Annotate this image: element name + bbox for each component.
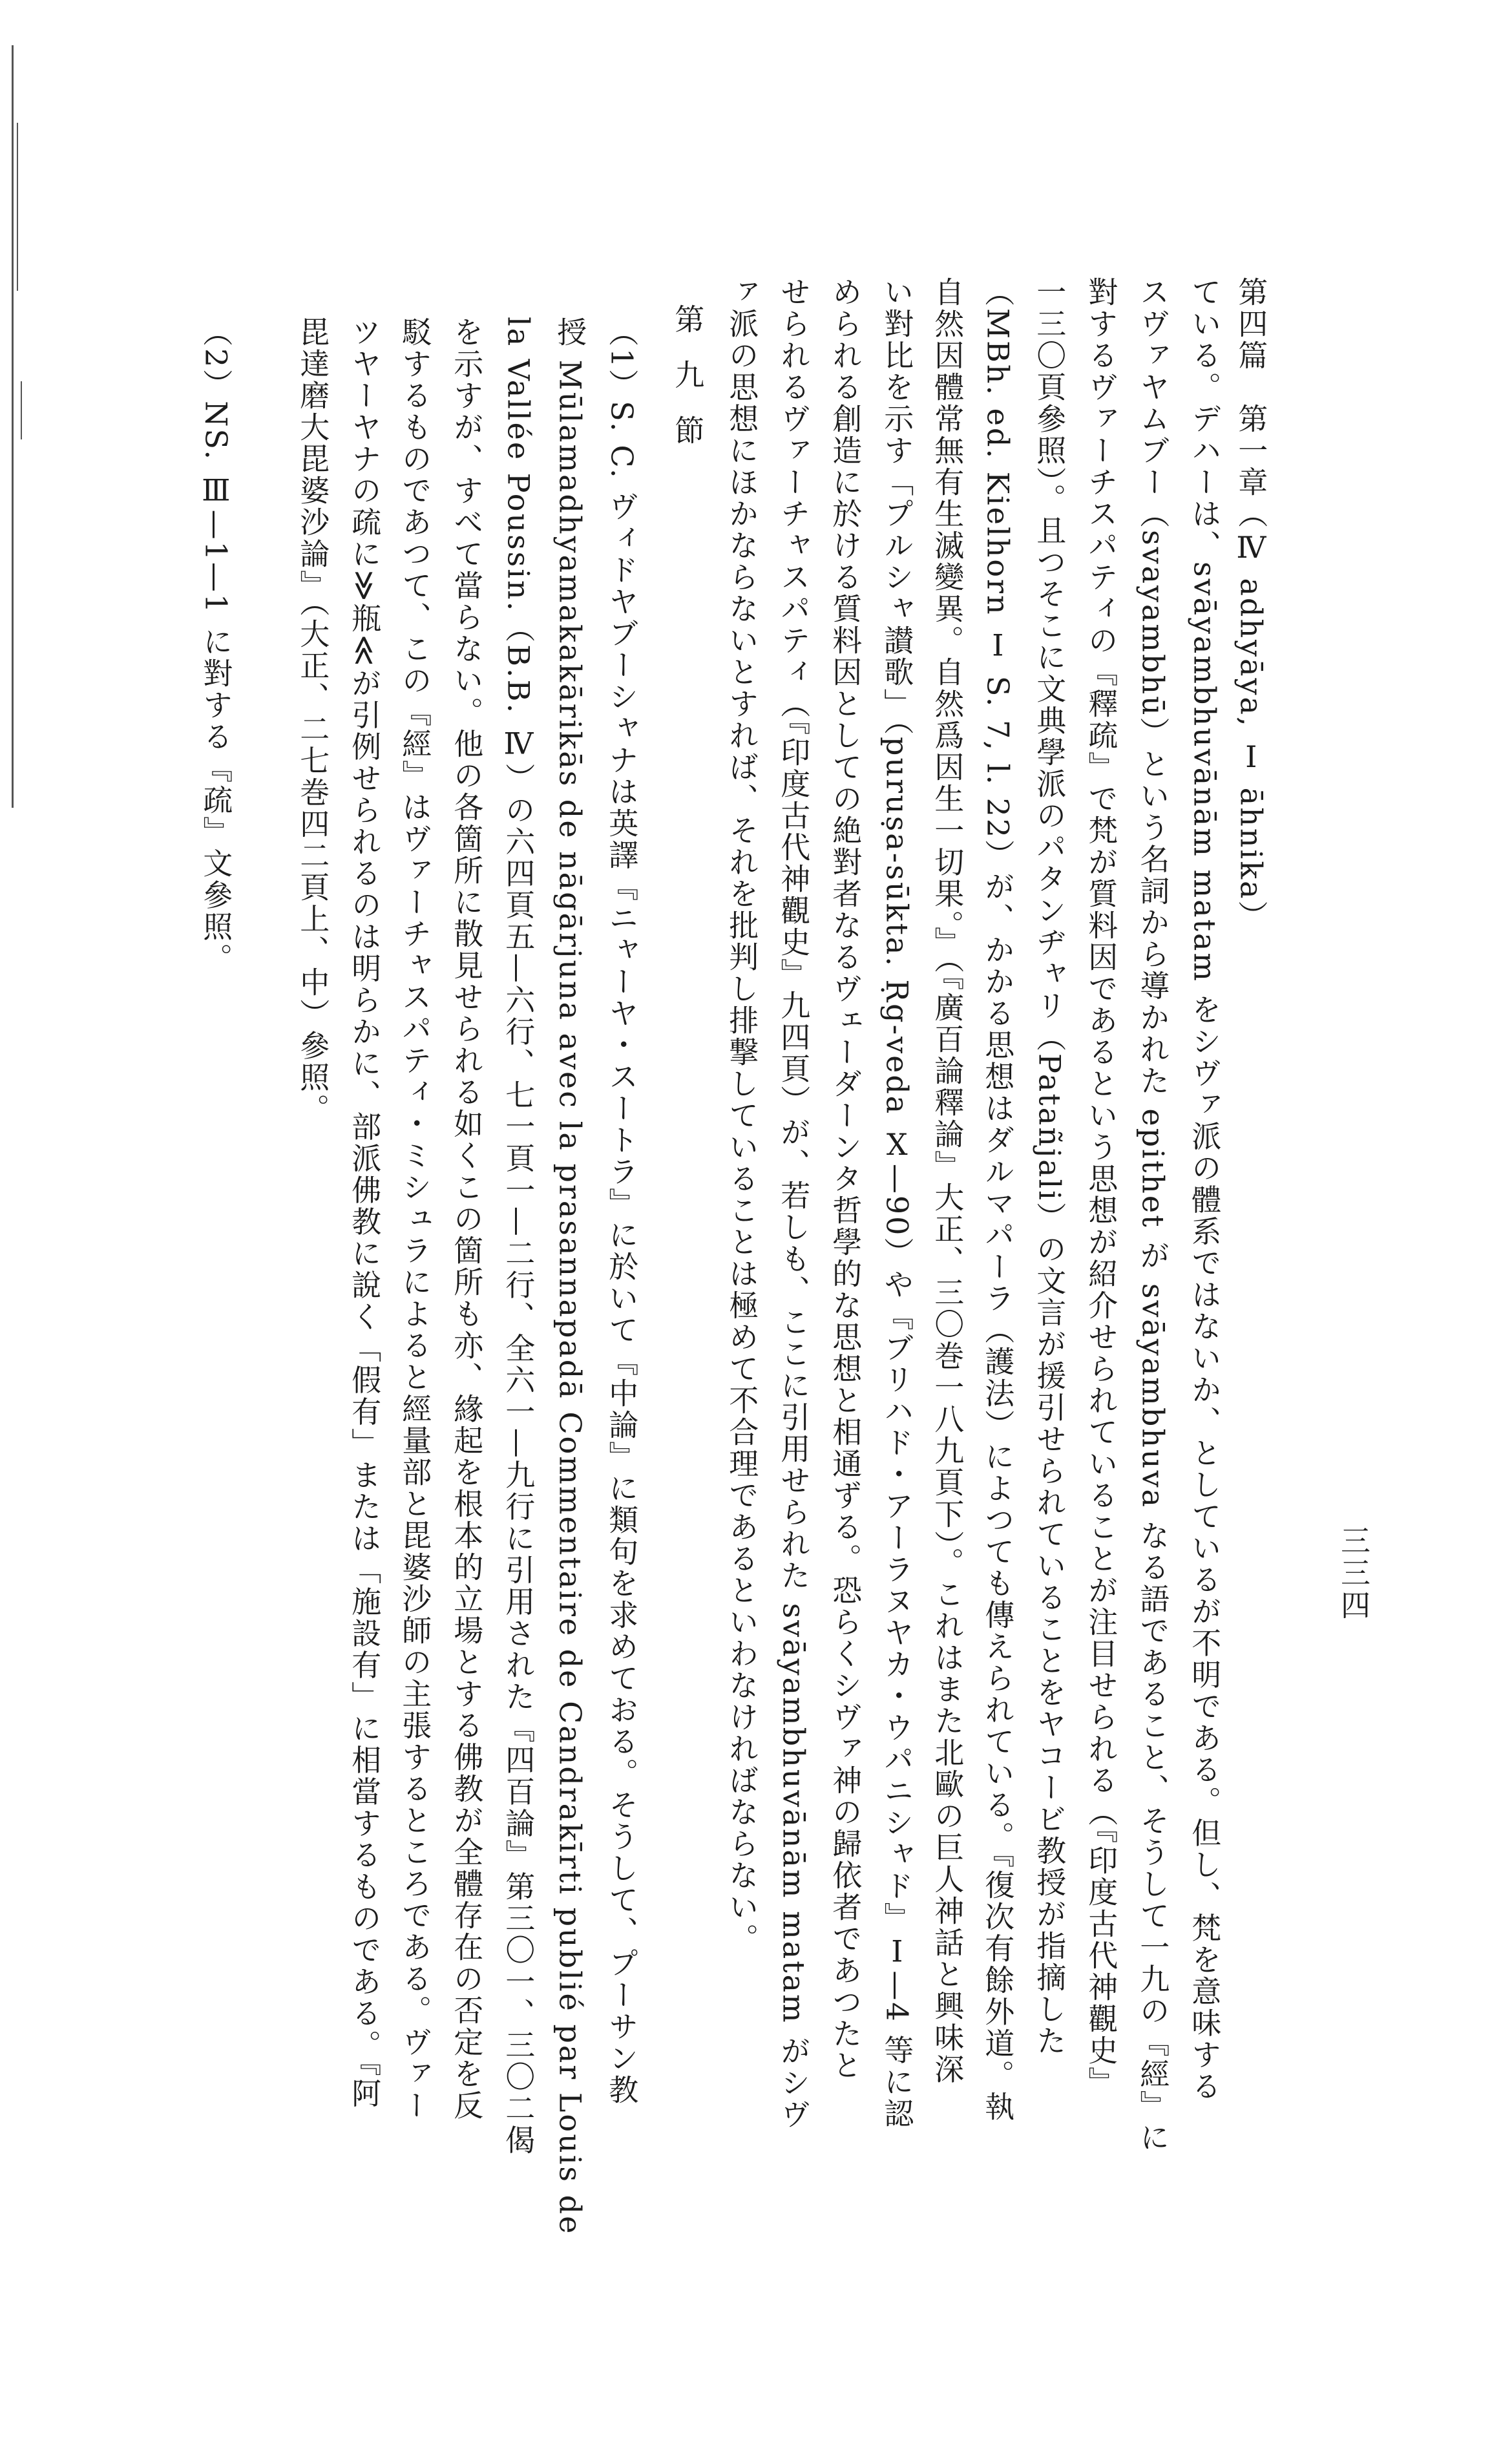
body-line: められる創造に於ける質料因としての絶對者なるヴェーダーンタ哲學的な思想と相通ずる。恐らくシヴァ神の歸依者であつたと	[828, 277, 863, 2081]
page-header: 第四篇 第一章（Ⅳ adhyāya, Ⅰ āhnika）	[1234, 277, 1269, 932]
body-line: い對比を示す「プルシャ讃歌」（puruṣa-sūkta. Ṛg-veda Ⅹ—90）や『ブリハド・アーラヌヤカ・ウパニシャド』Ⅰ—4 等に認	[879, 277, 915, 2130]
page-number: 三三四	[1336, 1525, 1371, 1622]
note-line: la Vallée Poussin.（B.B. Ⅳ）の六四頁五—六行、七一頁一—二行、全六一—九行に引用された『四百論』第三〇一、三〇二偈	[501, 317, 536, 2156]
note-line: を示すが、すべて當らない。他の各箇所に散見せられる如くこの箇所も亦、緣起を根本的立場とする佛教が全體存在の否定を反	[449, 317, 485, 2122]
note-line: 駁するものであつて、この『經』はヴァーチャスパティ・ミシュラによると經量部と毘婆沙師の主張するところである。ヴァー	[397, 317, 433, 2122]
body-line: せられるヴァーチャスパティ（『印度古代神觀史』九四頁）が、若しも、ここに引用せられた svāyambhuvānām matam がシヴ	[776, 277, 812, 2131]
note-line: （1）S. C. ヴィドヤブーシャナは英譯『ニャーヤ・スートラ』に於いて『中論』に類句を求めておる。そうして、プーサン教	[604, 317, 640, 2107]
note-line: 授 Mūlamadhyamakakārikās de nāgārjuna avec la prasannapadā Commentaire de Candrakīrti publié par Louis de	[552, 317, 588, 2236]
body-line: 自然因體常無有生滅變異。自然爲因生一切果。』（『廣百論釋論』大正、三〇巻一八九頁下）。これはまた北歐の巨人神話と興味深	[930, 277, 965, 2085]
body-line: ている。デハーは、svāyambhuvānām matam をシヴァ派の體系ではないか、としているが不明である。但し、梵を意味する	[1187, 277, 1223, 2103]
note-line: ツヤーヤナの疏に≫瓶≪が引例せられるのは明らかに、部派佛教に說く「假有」または「施設有」に相當するものである。『阿	[347, 317, 383, 2110]
scan-edge-artifact	[9, 45, 26, 821]
body-line: （MBh. ed. Kielhorn Ⅰ S. 7, l. 22）が、かかる思想はダルマパーラ（護法）によつても傳えられている。『復次有餘外道。執	[980, 277, 1016, 2123]
body-line: 對するヴァーチスパティの『釋疏』で梵が質料因であるという思想が紹介せられていることが注目せられる（『印度古代神觀史』	[1084, 277, 1119, 2098]
body-line: 一三〇頁參照）。且つそこに文典學派のパタンヂャリ（Patañjali）の文言が援引せられていることをヤコービ教授が指摘した	[1032, 277, 1067, 2057]
body-line: スヴァヤムブー（svayambhū）という名詞から導かれた epithet が svāyambhuva なる語であること、そうして一九の『經』に	[1135, 277, 1171, 2154]
note-line: （2）NS. Ⅲ—1—1 に對する『疏』文參照。	[198, 317, 234, 975]
body-line: ァ派の思想にほかならないとすれば、それを批判し排撃していることは極めて不合理であるといわなければならない。	[724, 277, 760, 1955]
note-line: 毘達磨大毘婆沙論』（大正、二七巻四二頁上、中）參照。	[295, 317, 331, 1125]
section-title: 第九節	[670, 304, 706, 470]
